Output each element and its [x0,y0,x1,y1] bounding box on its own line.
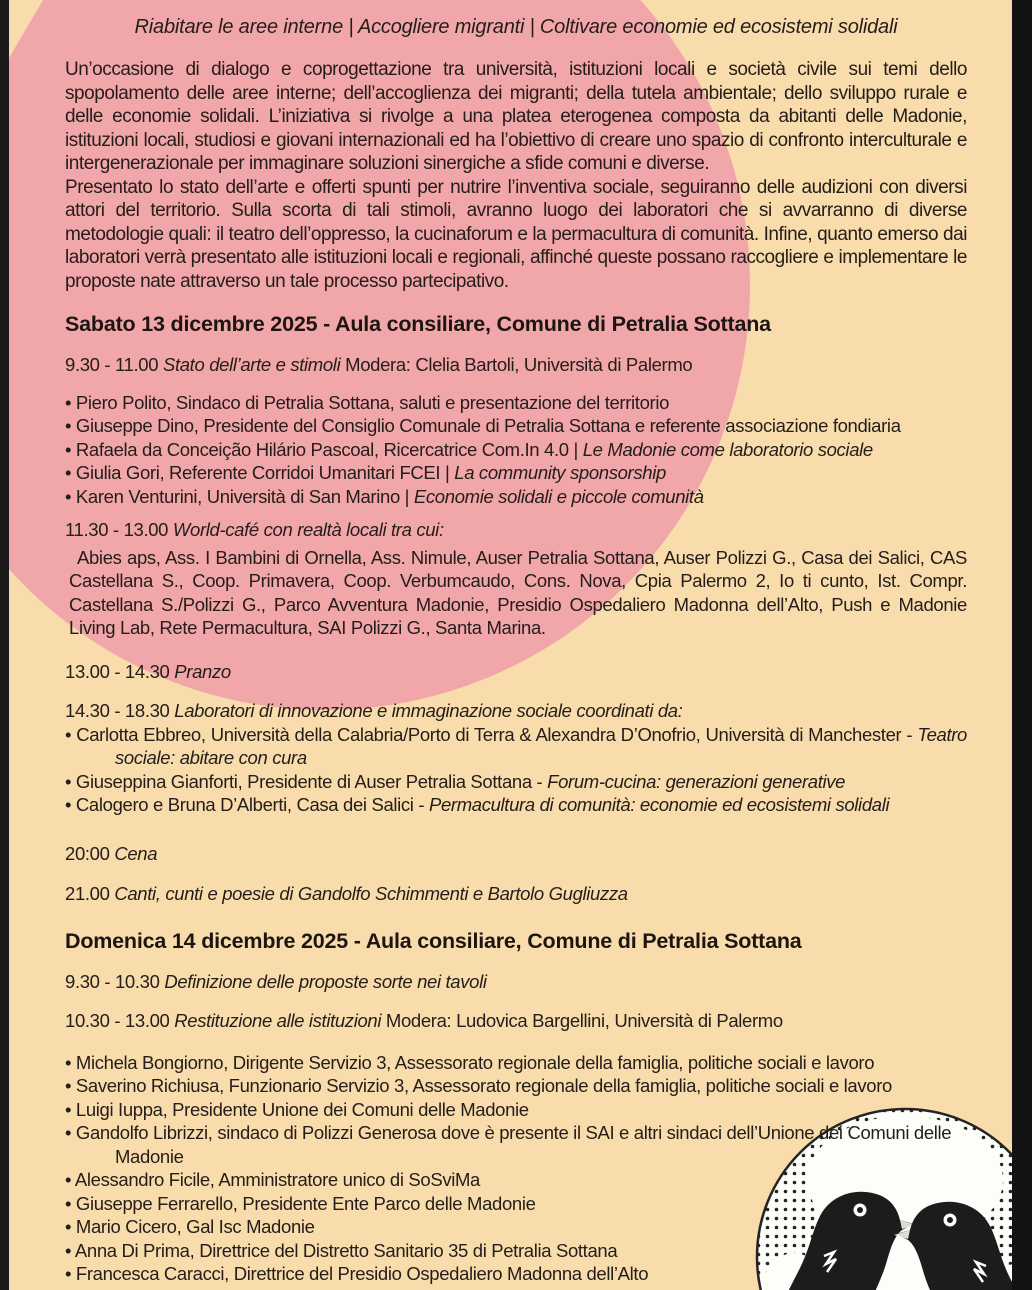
speaker-item: • Michela Bongiorno, Dirigente Servizio 3, Assessorato regionale della famiglia, politiche sociali e lavoro [65,1051,875,1073]
saturday-organizations: Abies aps, Ass. I Bambini di Ornella, Ass. Nimule, Auser Petralia Sottana, Auser Polizzi G., Casa dei Salici, CAS Castellana S., Coop. Primavera, Coop. Verbumcaudo, Cons. Nova, Cpia Palermo 2, Io ti cunto, Ist. Compr. Castellana S./Polizzi G., Parco Avventura Madonie, Presidio Ospedaliero Madonna dell’Alto, Push e Madonie Living Lab, Rete Permacultura, SAI Polizzi G., Santa Marina. [69,546,967,638]
lab-item: • Calogero e Bruna D’Alberti, Casa dei Salici - Permacultura di comunità: economie ed ecosistemi solidali [65,794,890,815]
tagline: Riabitare le aree interne | Accogliere migranti | Coltivare economie ed ecosistemi solidali [134,16,898,38]
speaker-item: • Karen Venturini, Università di San Marino | Economie solidali e piccole comunità [65,485,704,507]
saturday-lunch: 13.00 - 14.30 Pranzo [65,660,231,682]
sunday-session-2: 10.30 - 13.00 Restituzione alle istituzioni Modera: Ludovica Bargellini, Università di Palermo [65,1010,783,1031]
speaker-item: • Francesca Caracci, Direttrice del Presidio Ospedaliero Madonna dell’Alto [65,1263,649,1284]
saturday-dinner: 20:00 Cena [65,842,158,864]
speaker-item: • Piero Polito, Sindaco di Petralia Sottana, saluti e presentazione del territorio [65,391,670,413]
speaker-item: • Rafaela da Conceição Hilário Pascoal, Ricercatrice Com.In 4.0 | Le Madonie come laboratorio sociale [65,438,873,460]
saturday-session-2: 11.30 - 13.00 World-café con realtà locali tra cui: [65,519,444,540]
left-frame-bar [0,0,9,1290]
saturday-header: Sabato 13 dicembre 2025 - Aula consiliare, Comune di Petralia Sottana [65,312,771,336]
intro-paragraph-2: Presentato lo stato dell’arte e offerti spunti per nutrire l’inventiva sociale, seguiranno delle audizioni con diversi attori del territorio. Sulla scorta di tali stimoli, avranno luogo dei laboratori che si avvarranno di diverse metodologie quali: il teatro dell’oppresso, la cucinaforum e la permacultura di comunità. Infine, quanto emerso dai laboratori verrà presentato alle istituzioni locali e regionali, affinché queste possano raccogliere e implementare le proposte nate attraverso un tale processo partecipativo. [65,176,967,292]
speaker-item: • Anna Di Prima, Direttrice del Distretto Sanitario 35 di Petralia Sottana [65,1239,618,1261]
flyer-content [65,0,967,1286]
right-frame-bar [1012,0,1032,1290]
speaker-item: • Giulia Gori, Referente Corridoi Umanitari FCEI | La community sponsorship [65,462,666,483]
saturday-evening: 21.00 Canti, cunti e poesie di Gandolfo Schimmenti e Bartolo Gugliuzza [65,883,628,904]
saturday-labs-list [65,723,967,817]
saturday-speakers-list [65,391,967,509]
saturday-labs-intro: 14.30 - 18.30 Laboratori di innovazione e immaginazione sociale coordinati da: [65,700,683,721]
intro-paragraph-1: Un’occasione di dialogo e coprogettazione tra università, istituzioni locali e società civile sui temi dello spopolamento delle aree interne; dell’accoglienza dei migranti; della tutela ambientale; dello sviluppo rurale e delle economie solidali. L’iniziativa si rivolge a una platea eterogenea composta da abitanti delle Madonie, istituzioni locali, studiosi e giovani internazionali ed ha l’obiettivo di creare uno spazio di confronto interculturale e intergenerazionale per immaginare soluzioni sinergiche a sfide comuni e diverse. [65,59,967,174]
speaker-item: • Mario Cicero, Gal Isc Madonie [65,1216,315,1237]
sunday-speakers-list [65,1051,967,1286]
speaker-item: • Alessandro Ficile, Amministratore unico di SoSviMa [65,1169,480,1190]
speaker-item: • Giuseppe Dino, Presidente del Consiglio Comunale di Petralia Sottana e referente associazione fondiaria [65,415,901,436]
sunday-session-1: 9.30 - 10.30 Definizione delle proposte sorte nei tavoli [65,970,487,992]
lab-item: • Carlotta Ebbreo, Università della Calabria/Porto di Terra & Alexandra D’Onofrio, Università di Manchester - Teatro sociale: abitare con cura [65,723,967,768]
saturday-session-1: 9.30 - 11.00 Stato dell’arte e stimoli Modera: Clelia Bartoli, Università di Palermo [65,354,693,375]
sunday-header: Domenica 14 dicembre 2025 - Aula consiliare, Comune di Petralia Sottana [65,928,802,953]
speaker-item: • Luigi Iuppa, Presidente Unione dei Comuni delle Madonie [65,1098,529,1120]
lab-item: • Giuseppina Gianforti, Presidente di Auser Petralia Sottana - Forum-cucina: generazioni generative [65,770,846,792]
speaker-item: • Giuseppe Ferrarello, Presidente Ente Parco delle Madonie [65,1192,536,1214]
speaker-item: • Saverino Richiusa, Funzionario Servizio 3, Assessorato regionale della famiglia, politiche sociali e lavoro [65,1075,892,1096]
speaker-item: • Gandolfo Librizzi, sindaco di Polizzi Generosa dove è presente il SAI e altri sindaci dell’Unione dei Comuni delle Madonie [65,1122,952,1167]
